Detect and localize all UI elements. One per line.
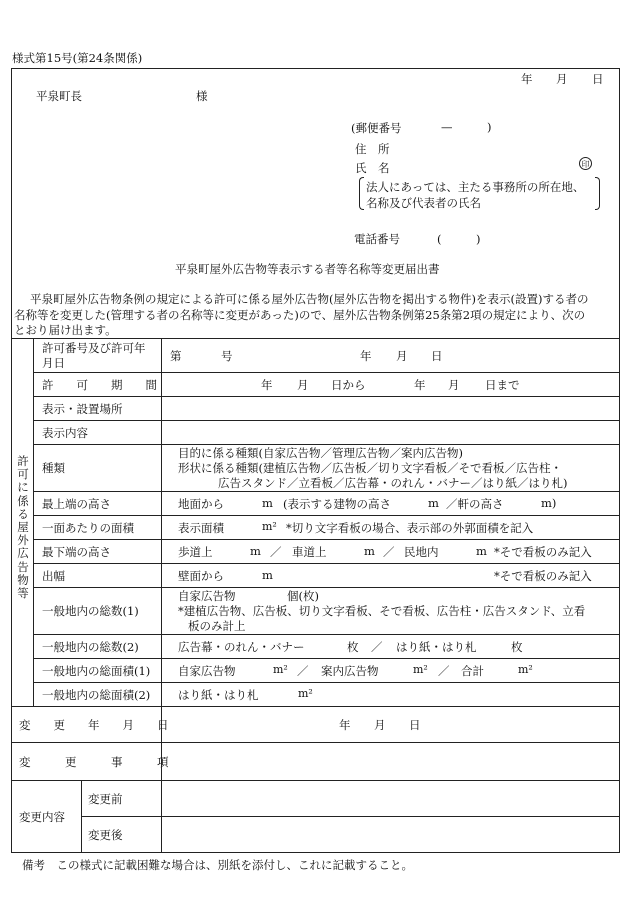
label-permit-number-2: 月日 bbox=[42, 356, 65, 370]
area1-slash-2: ／ bbox=[438, 664, 450, 678]
table-top-line bbox=[11, 338, 620, 339]
permit-year: 年 bbox=[360, 349, 372, 363]
section-label: 許可に係る屋外広告物等 bbox=[17, 454, 29, 601]
area1-sq-2: m² bbox=[413, 663, 428, 676]
kind-line-3: 広告スタンド／立看板／広告幕・のれん・バナー／はり紙／はり札) bbox=[218, 476, 568, 490]
kind-line-2: 形状に係る種類(建植広告物／広告板／切り文字看板／そで看板／広告柱・ bbox=[178, 461, 562, 475]
bracket-right bbox=[595, 177, 600, 210]
row-line bbox=[33, 563, 620, 564]
document-title: 平泉町屋外広告物等表示する者等名称等変更届出書 bbox=[175, 262, 440, 276]
row-line bbox=[33, 372, 620, 373]
label-change-content: 変更内容 bbox=[19, 810, 65, 824]
col-line bbox=[161, 338, 162, 780]
phone-label: 電話番号 bbox=[354, 232, 400, 246]
change-month: 月 bbox=[374, 718, 386, 732]
label-permit-number-1: 許可番号及び許可年 bbox=[42, 341, 146, 355]
label-content: 表示内容 bbox=[42, 426, 88, 440]
date-month: 月 bbox=[556, 72, 568, 86]
label-change-date: 変 更 年 月 日 bbox=[19, 718, 169, 732]
corp-note-1: 法人にあっては、主たる事務所の所在地、 bbox=[366, 180, 585, 194]
row-line bbox=[33, 491, 620, 492]
label-total-area-1: 一般地内の総面積(1) bbox=[42, 664, 151, 678]
period-year-1: 年 bbox=[261, 378, 273, 392]
permit-go: 号 bbox=[221, 349, 233, 363]
row-line bbox=[33, 658, 620, 659]
projection-note: *そで看板のみ記入 bbox=[494, 569, 592, 583]
permit-day: 日 bbox=[431, 349, 443, 363]
bottom-private: 民地内 bbox=[404, 545, 439, 559]
bottom-sidewalk: 歩道上 bbox=[178, 545, 213, 559]
count2-slash: ／ bbox=[371, 640, 383, 654]
area1-guide: 案内広告物 bbox=[321, 664, 379, 678]
row-line bbox=[11, 780, 620, 781]
area-display: 表示面積 bbox=[178, 521, 224, 535]
period-month-1: 月 bbox=[297, 378, 309, 392]
row-line bbox=[11, 706, 620, 707]
label-change-items: 変 更 事 項 bbox=[19, 755, 169, 769]
row-line bbox=[33, 515, 620, 516]
area-note: *切り文字看板の場合、表示部の外郭面積を記入 bbox=[286, 521, 534, 535]
bottom-road: 車道上 bbox=[292, 545, 327, 559]
top-height-m1: m bbox=[262, 496, 273, 510]
label-total-count-2: 一般地内の総数(2) bbox=[42, 640, 139, 654]
addressee-name: 平泉町長 bbox=[36, 89, 82, 103]
row-line bbox=[33, 634, 620, 635]
col-line bbox=[33, 338, 34, 706]
postal-dash: — bbox=[441, 120, 453, 134]
label-after: 変更後 bbox=[88, 828, 123, 842]
remarks: 備考 この様式に記載困難な場合は、別紙を添付し、これに記載すること。 bbox=[22, 858, 413, 872]
row-line bbox=[33, 587, 620, 588]
area1-slash-1: ／ bbox=[297, 664, 309, 678]
postal-label: (郵便番号 bbox=[351, 121, 402, 135]
addressee-honorific: 様 bbox=[196, 89, 208, 103]
label-top-height: 最上端の高さ bbox=[42, 497, 111, 511]
area1-sum: 合計 bbox=[461, 664, 484, 678]
period-from: 日から bbox=[331, 378, 366, 392]
label-before: 変更前 bbox=[88, 792, 123, 806]
bottom-note: *そで看板のみ記入 bbox=[494, 545, 592, 559]
label-total-count-1: 一般地内の総数(1) bbox=[42, 604, 139, 618]
period-until: 日まで bbox=[485, 378, 520, 392]
row-line bbox=[33, 396, 620, 397]
label-kind: 種類 bbox=[42, 461, 65, 475]
area2-sq: m² bbox=[298, 687, 313, 700]
phone-paren: ( ) bbox=[437, 232, 481, 246]
col-line bbox=[161, 780, 162, 853]
row-line bbox=[33, 539, 620, 540]
area1-sq-3: m² bbox=[518, 663, 533, 676]
projection-m: m bbox=[262, 568, 273, 582]
intro-line-1: 平泉町屋外広告物条例の規定による許可に係る屋外広告物(屋外広告物を掲出する物件)を表示(設置)する者の bbox=[30, 292, 589, 306]
change-day: 日 bbox=[409, 718, 421, 732]
permit-dai: 第 bbox=[170, 349, 182, 363]
label-bottom-height: 最下端の高さ bbox=[42, 545, 111, 559]
area2-bill: はり紙・はり札 bbox=[178, 688, 259, 702]
top-height-ground: 地面から bbox=[178, 497, 224, 511]
kind-line-1: 目的に係る種類(自家広告物／管理広告物／案内広告物) bbox=[178, 446, 463, 460]
bottom-slash-2: ／ bbox=[383, 545, 395, 559]
count2-banner: 広告幕・のれん・バナー bbox=[178, 640, 305, 654]
period-month-2: 月 bbox=[448, 378, 460, 392]
intro-line-3: とおり届け出ます。 bbox=[14, 323, 117, 337]
name-label: 氏 名 bbox=[355, 161, 390, 175]
period-year-2: 年 bbox=[414, 378, 426, 392]
top-height-building: (表示する建物の高さ bbox=[283, 497, 391, 511]
count1-note-2: 板のみ計上 bbox=[188, 619, 246, 633]
intro-line-2: 名称等を変更した(管理する者の名称等に変更があった)ので、屋外広告物条例第25条第2項の規定により、次の bbox=[14, 308, 586, 322]
label-area: 一面あたりの面積 bbox=[42, 521, 134, 535]
count1-own: 自家広告物 bbox=[178, 589, 236, 603]
area1-own: 自家広告物 bbox=[178, 664, 236, 678]
label-permit-period: 許 可 期 間 bbox=[42, 378, 157, 392]
bottom-slash-1: ／ bbox=[270, 545, 282, 559]
top-height-eaves: ／軒の高さ bbox=[446, 497, 504, 511]
top-height-m3: m) bbox=[541, 496, 557, 510]
postal-close: ) bbox=[487, 120, 492, 134]
bottom-m1: m bbox=[250, 544, 261, 558]
col-line bbox=[81, 780, 82, 853]
count2-bill: はり紙・はり札 bbox=[396, 640, 477, 654]
count1-unit: 個(枚) bbox=[287, 589, 319, 603]
corp-note-2: 名称及び代表者の氏名 bbox=[366, 196, 481, 210]
area1-sq-1: m² bbox=[273, 663, 288, 676]
bottom-m3: m bbox=[476, 544, 487, 558]
row-line bbox=[33, 420, 620, 421]
top-height-m2: m bbox=[428, 496, 439, 510]
count2-mai-2: 枚 bbox=[511, 640, 523, 654]
count1-note-1: *建植広告物、広告板、切り文字看板、そで看板、広告柱・広告スタンド、立看 bbox=[178, 604, 586, 618]
permit-month: 月 bbox=[396, 349, 408, 363]
row-line bbox=[33, 682, 620, 683]
change-year: 年 bbox=[339, 718, 351, 732]
area-unit: m² bbox=[262, 520, 277, 533]
label-location: 表示・設置場所 bbox=[42, 402, 123, 416]
count2-mai-1: 枚 bbox=[347, 640, 359, 654]
bottom-m2: m bbox=[364, 544, 375, 558]
label-total-area-2: 一般地内の総面積(2) bbox=[42, 688, 151, 702]
date-year: 年 bbox=[521, 72, 533, 86]
form-number: 様式第15号(第24条関係) bbox=[12, 51, 143, 65]
seal-mark: 印 bbox=[579, 157, 592, 170]
projection-wall: 壁面から bbox=[178, 569, 224, 583]
row-line bbox=[11, 742, 620, 743]
address-label: 住 所 bbox=[355, 142, 390, 156]
bracket-left bbox=[359, 177, 364, 210]
label-projection: 出幅 bbox=[42, 569, 65, 583]
date-day: 日 bbox=[592, 72, 604, 86]
